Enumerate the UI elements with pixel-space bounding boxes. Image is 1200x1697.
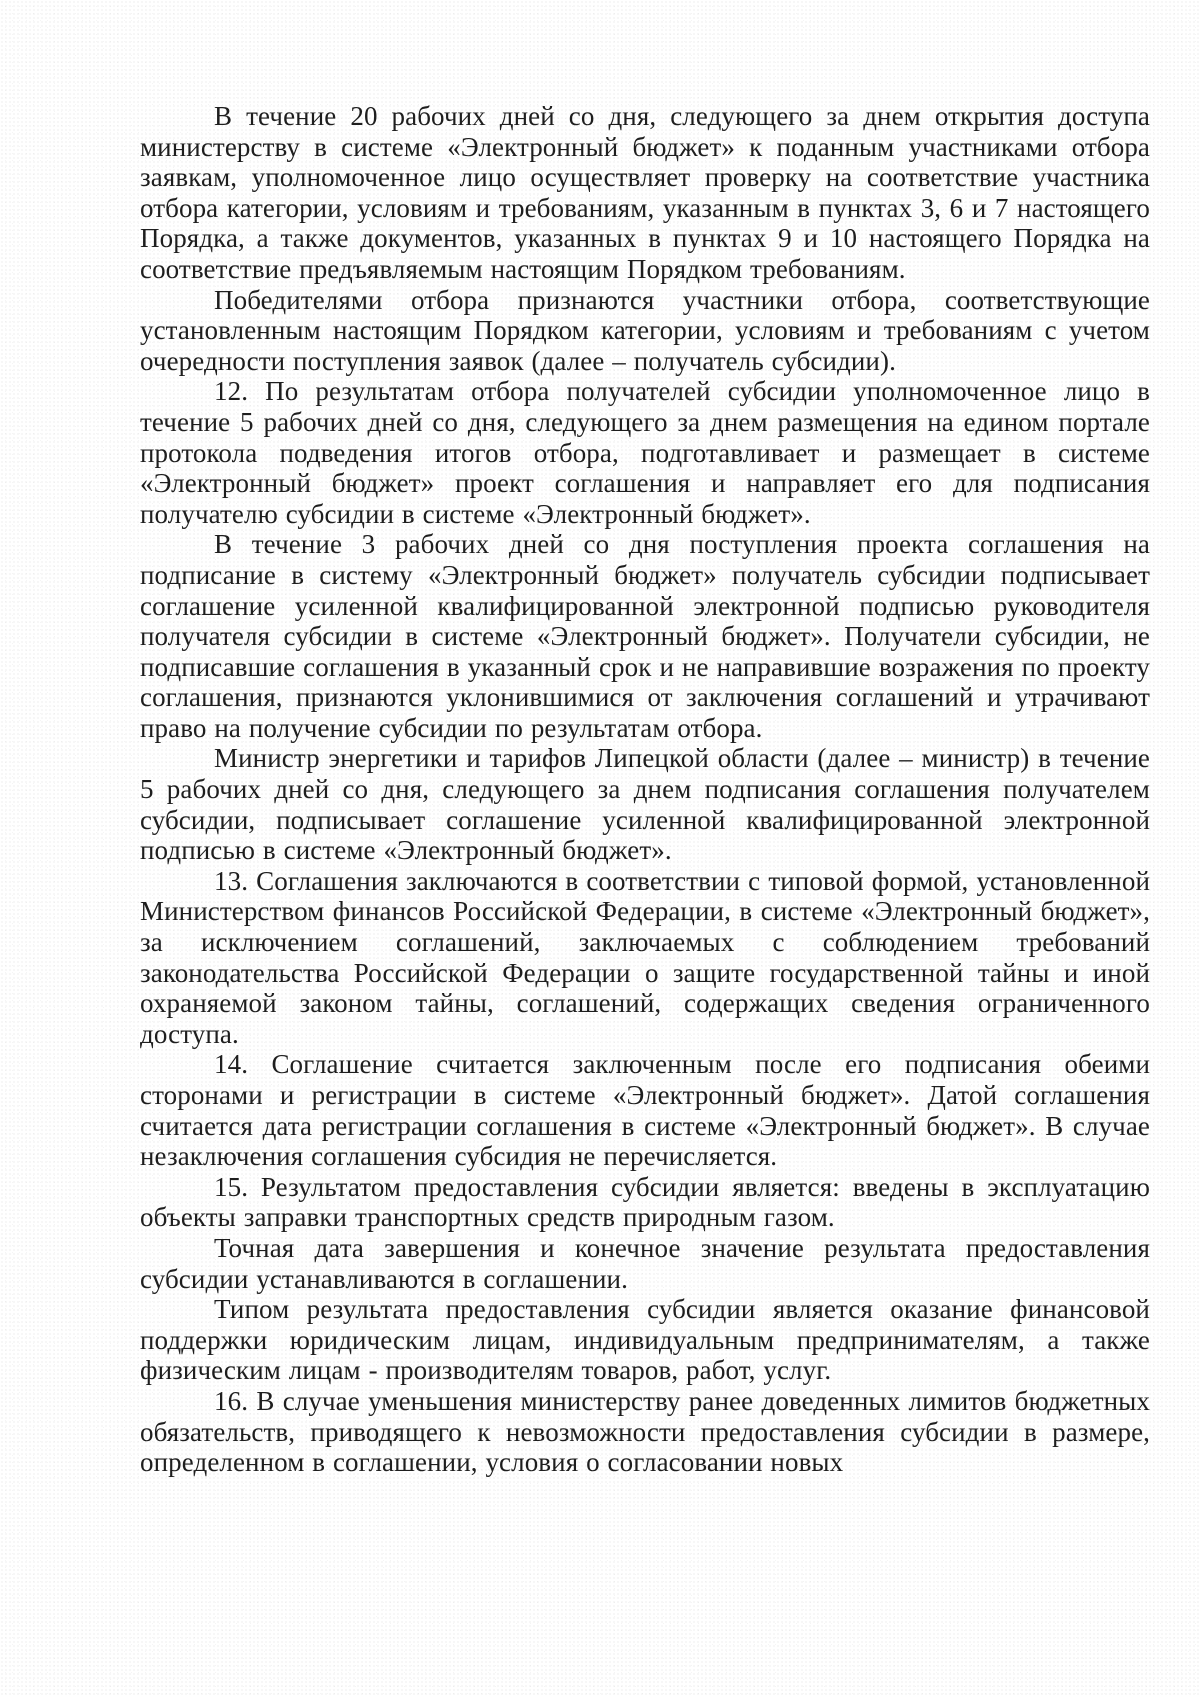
paragraph-minister: Министр энергетики и тарифов Липецкой области (далее – министр) в течение 5 рабочих дней со дня, следующего за днем подписания соглашения получателем субсидии, подписывает соглашение усиленной квалифицированной электронной подписью в системе «Электронный бюджет». [140, 743, 1150, 866]
paragraph-15: 15. Результатом предоставления субсидии является: введены в эксплуатацию объекты заправки транспортных средств природным газом. [140, 1171, 1150, 1233]
paragraph-result-type: Типом результата предоставления субсидии является оказание финансовой поддержки юридическим лицам, индивидуальным предпринимателям, а также физическим лицам - производителям товаров, работ, услуг. [140, 1294, 1150, 1386]
paragraph-signing: В течение 3 рабочих дней со дня поступления проекта соглашения на подписание в систему «Электронный бюджет» получатель субсидии подписывает соглашение усиленной квалифицированной электронной подписью руководителя получателя субсидии в системе «Электронный бюджет». Получатели субсидии, не подписавшие соглашения в указанный срок и не направившие возражения по проекту соглашения, признаются уклонившимися от заключения соглашений и утрачивают право на получение субсидии по результатам отбора. [140, 529, 1150, 743]
paragraph-review-period: В течение 20 рабочих дней со дня, следующего за днем открытия доступа министерству в системе «Электронный бюджет» к поданным участниками отбора заявкам, уполномоченное лицо осуществляет проверку на соответствие участника отбора категории, условиям и требованиям, указанным в пунктах 3, 6 и 7 настоящего Порядка, а также документов, указанных в пунктах 9 и 10 настоящего Порядка на соответствие предъявляемым настоящим Порядком требованиям. [140, 101, 1150, 284]
paragraph-winners: Победителями отбора признаются участники отбора, соответствующие установленным настоящим Порядком категории, условиям и требованиям с учетом очередности поступления заявок (далее – получатель субсидии). [140, 284, 1150, 376]
paragraph-12: 12. По результатам отбора получателей субсидии уполномоченное лицо в течение 5 рабочих дней со дня, следующего за днем размещения на едином портале протокола подведения итогов отбора, подготавливает и размещает в системе «Электронный бюджет» проект соглашения и направляет его для подписания получателю субсидии в системе «Электронный бюджет». [140, 376, 1150, 529]
paragraph-13: 13. Соглашения заключаются в соответствии с типовой формой, установленной Министерством финансов Российской Федерации, в системе «Электронный бюджет», за исключением соглашений, заключаемых с соблюдением требований законодательства Российской Федерации о защите государственной тайны и иной охраняемой законом тайны, соглашений, содержащих сведения ограниченного доступа. [140, 865, 1150, 1049]
paragraph-result-date: Точная дата завершения и конечное значение результата предоставления субсидии устанавливаются в соглашении. [140, 1232, 1150, 1294]
paragraph-14: 14. Соглашение считается заключенным после его подписания обеими сторонами и регистрации в системе «Электронный бюджет». Датой соглашения считается дата регистрации соглашения в системе «Электронный бюджет». В случае незаключения соглашения субсидия не перечисляется. [140, 1049, 1150, 1172]
paragraph-16: 16. В случае уменьшения министерству ранее доведенных лимитов бюджетных обязательств, приводящего к невозможности предоставления субсидии в размере, определенном в соглашении, условия о согласовании новых [140, 1385, 1150, 1478]
document-body [140, 101, 1150, 1478]
